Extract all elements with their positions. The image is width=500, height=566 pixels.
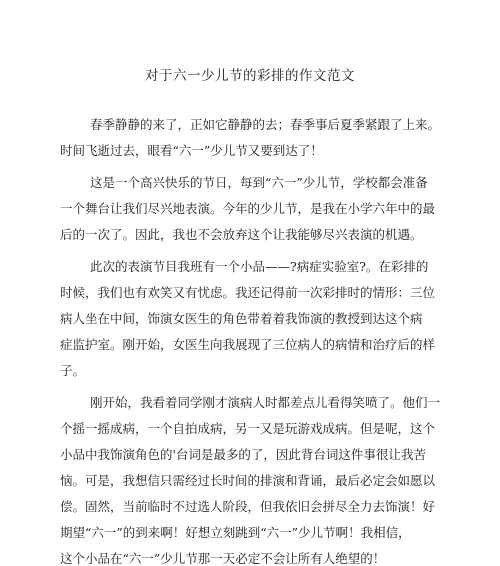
text-line: 个摇一摇成病，一个自拍成病，另一又是玩游戏成病。但是呢，这个 [60,421,436,436]
text-line: 偿。固然，当前临时不过选人阶段，但我依旧会拼尽全力去饰演！好 [60,499,436,514]
text-line: 时间飞逝过去，眼看“六一”少儿节又要到达了！ [60,143,323,158]
text-line: 刚开始，我看着同学刚才演病人时都差点儿看得笑喷了。他们一 [90,395,441,410]
text-line: 子。 [60,363,86,378]
paragraph-2 [60,170,448,248]
paragraph-1 [60,112,448,164]
text-line: 这个小品在“六一”少儿节那一天必定不会让所有人绝望的！ [60,551,386,566]
text-line: 期望“六一”的到来啊！好想立刻跳到“六一”少儿节啊！我相信， [60,525,411,540]
text-line: 此次的表演节目我班有一个小品——?病症实验室?。在彩排的 [90,259,429,274]
text-line: 后的一次了。因此，我也不会放弃这个让我能够尽兴表演的机遇。 [60,227,423,242]
paragraph-4 [60,390,448,566]
text-line: 一个舞台让我们尽兴地表演。今年的少儿节，是我在小学六年中的最 [60,201,436,216]
text-line: 这是一个高兴快乐的节日，每到“六一”少儿节，学校都会准备 [90,175,428,190]
text-line: 春季静静的来了，正如它静静的去；春季事后夏季紧跟了上来。 [90,117,441,132]
text-line: 恼。可是，我想信只需经过长时间的排演和背诵，最后必定会如愿以 [60,473,436,488]
text-line: 病人坐在中间，饰演女医生的角色带着着我饰演的教授到达这个病 [60,311,423,326]
text-line: 小品中我饰演角色的'台词是最多的了，因此背台词这件事很让我苦 [60,447,426,462]
text-line: 症监护室。刚开始，女医生向我展现了三位病人的病情和治疗后的样 [60,337,436,352]
document-body [60,112,448,566]
paragraph-3 [60,254,448,384]
text-line: 时候，我们也有欢笑又有忧虑。我还记得前一次彩排时的情形：三位 [60,285,436,300]
document-title: 对于六一少儿节的彩排的作文范文 [145,68,355,84]
